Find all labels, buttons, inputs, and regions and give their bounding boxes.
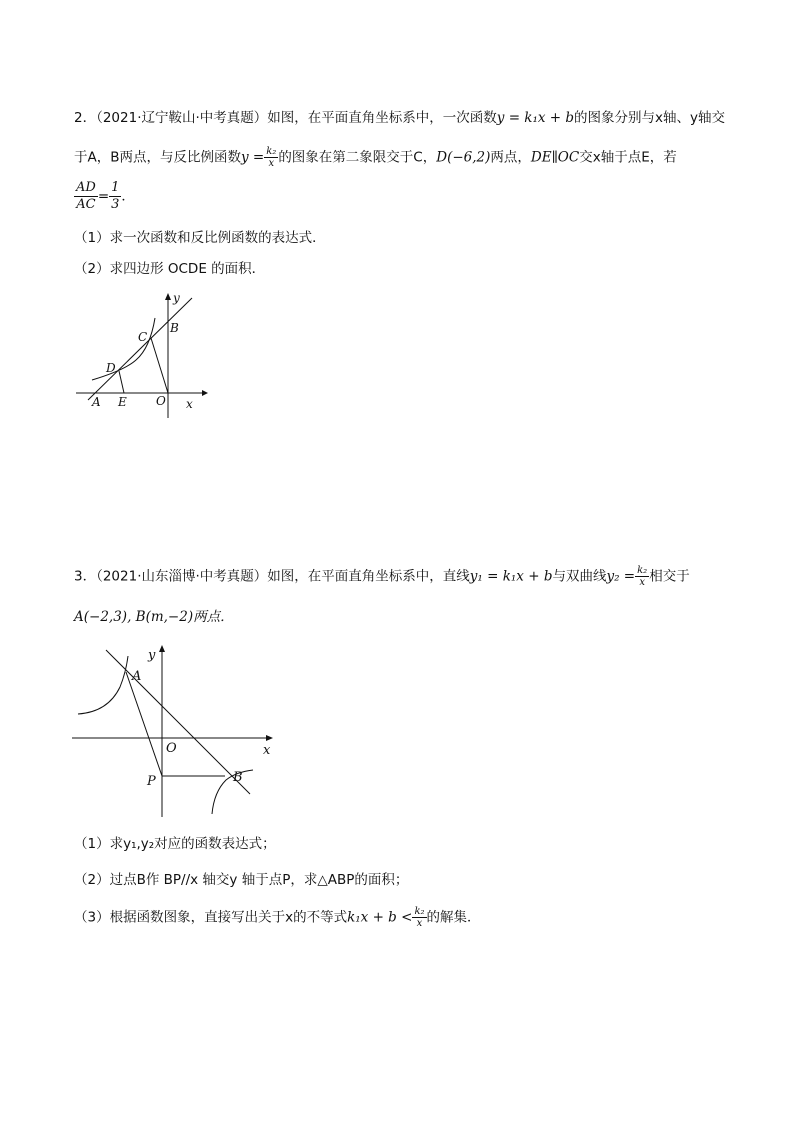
- q3-hyperbola-fraction: [635, 565, 649, 588]
- q2-segment-de: [119, 371, 124, 393]
- q3-frac-den: x: [639, 577, 645, 588]
- q3-sub-3-tail: 的解集．: [426, 909, 481, 926]
- q2-hyperbola: [92, 318, 155, 380]
- q3-ineq-frac-num: k₂: [414, 906, 425, 917]
- q2-text-intro: 2．（2021·辽宁鞍山·中考真题）如图，在平面直角坐标系中，一次函数: [74, 110, 497, 126]
- q2-line-ab: [88, 298, 192, 400]
- q3-label-p: P: [147, 774, 156, 789]
- q3-hyperbola-eq-left: y₂ =: [606, 568, 636, 585]
- q2-text-intro-tail: 的图象分别与x轴、y轴交: [574, 110, 726, 126]
- q3-line-ab: [106, 650, 250, 794]
- q3-x-axis-arrow: [266, 735, 273, 741]
- q2-label-c: C: [138, 330, 148, 344]
- q2-ratio-end: ．: [121, 188, 135, 205]
- q3-figure: [68, 642, 283, 820]
- q2-sub-1: （1）求一次函数和反比例函数的表达式．: [74, 230, 326, 246]
- q3-linear-equation: y₁ = k₁x + b: [469, 568, 553, 585]
- q2-label-a: A: [92, 395, 101, 409]
- q3-label-x: x: [263, 743, 271, 758]
- q3-label-b: B: [233, 770, 243, 785]
- q3-sub-3-text: （3）根据函数图象，直接写出关于x的不等式: [74, 909, 348, 926]
- q2-line-2: [74, 146, 677, 169]
- q2-segment-oc: [151, 338, 168, 393]
- q3-inequality-fraction: [412, 906, 426, 929]
- q2-y-axis-arrow: [165, 293, 171, 300]
- q3-sub-1: （1）求y₁,y₂对应的函数表达式；: [74, 836, 276, 852]
- q3-line-1: [74, 565, 690, 588]
- q2-line-1: [74, 108, 725, 128]
- q3-line-2: A(−2,3), B(m,−2)两点．: [74, 609, 234, 625]
- q2-label-x: x: [186, 397, 193, 411]
- q3-label-y: y: [148, 648, 156, 663]
- q3-sub-2: （2）过点B作 BP//x 轴交y 轴于点P，求△ABP的面积；: [74, 872, 409, 888]
- q2-label-o: O: [156, 394, 166, 408]
- q2-text-d: 交x轴于点E，若: [579, 149, 677, 166]
- q3-text-tail: 相交于: [649, 568, 690, 585]
- q3-label-o: O: [166, 741, 177, 756]
- q2-ratio-value: [109, 180, 121, 213]
- q2-ratio-value-num: 1: [111, 180, 120, 195]
- q2-ratio-value-den: 3: [111, 197, 120, 212]
- q3-y-axis-arrow: [159, 645, 165, 652]
- q2-text-a: 于A，B两点，与反比例函数: [74, 149, 241, 166]
- q3-sub-3: [74, 906, 481, 929]
- q3-frac-num: k₂: [637, 565, 648, 576]
- q2-ratio-equals: =: [97, 188, 110, 205]
- q2-point-d: D(−6,2): [436, 149, 491, 166]
- q3-text-mid: 与双曲线: [552, 568, 607, 585]
- q2-sub-2: （2）求四边形 OCDE 的面积．: [74, 261, 266, 277]
- q2-ratio-fraction: [74, 180, 98, 213]
- q2-x-axis-arrow: [202, 390, 208, 396]
- q3-text-intro: 3．（2021·山东淄博·中考真题）如图，在平面直角坐标系中，直线: [74, 568, 470, 585]
- q2-ratio-den: AC: [76, 197, 96, 212]
- q2-frac-num: k₂: [266, 146, 277, 157]
- q2-inverse-eq-left: y =: [241, 149, 265, 166]
- q2-label-y: y: [173, 291, 180, 305]
- q2-label-b: B: [170, 321, 179, 335]
- q3-inequality-left: k₁x + b <: [347, 909, 413, 926]
- q2-figure: [70, 288, 220, 423]
- q2-line-3: [74, 180, 135, 213]
- q2-parallel: DE∥OC: [530, 149, 580, 166]
- q2-text-b: 的图象在第二象限交于C，: [278, 149, 437, 166]
- q2-linear-equation: y = k₁x + b: [496, 110, 575, 126]
- q2-ratio-num: AD: [76, 180, 96, 195]
- q3-label-a: A: [132, 669, 142, 684]
- q3-ineq-frac-den: x: [416, 918, 423, 929]
- q2-label-d: D: [106, 361, 116, 375]
- q2-inverse-fraction: [264, 146, 278, 169]
- q2-frac-den: x: [268, 158, 275, 169]
- q2-label-e: E: [118, 395, 127, 409]
- q2-text-c: 两点，: [490, 149, 531, 166]
